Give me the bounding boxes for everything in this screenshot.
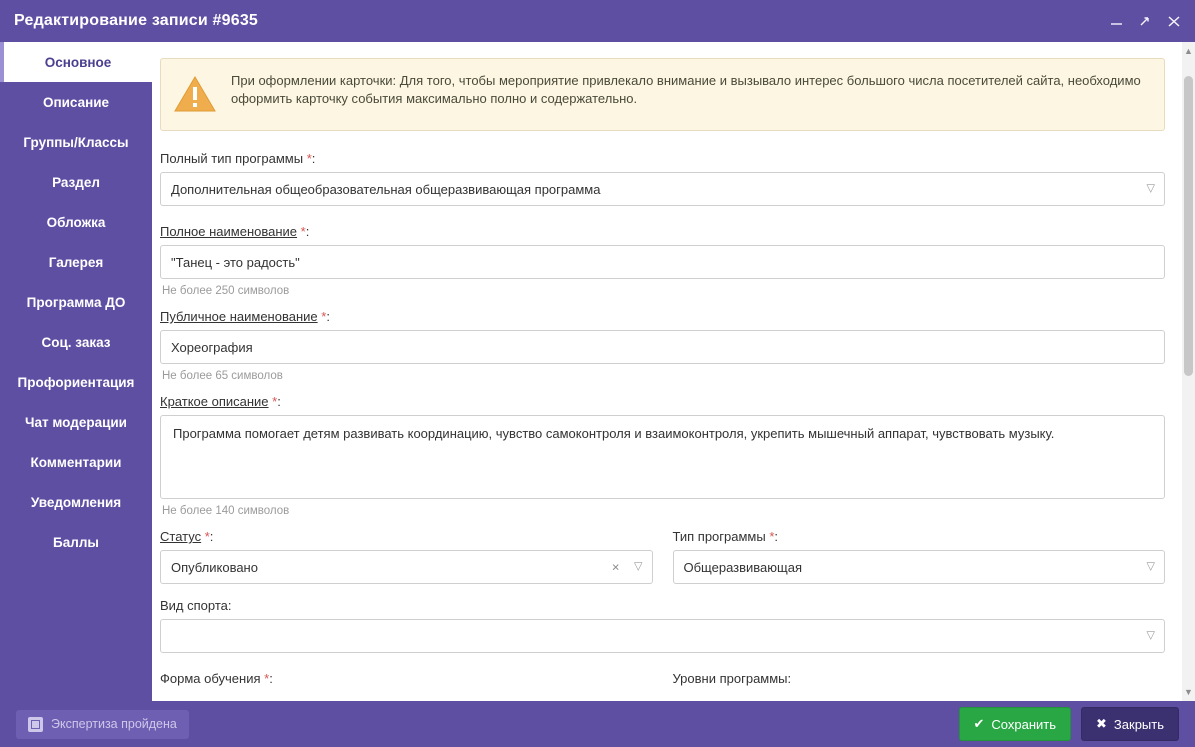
field-study-form bbox=[160, 671, 653, 692]
sidebar-item-label: Программа ДО bbox=[26, 294, 126, 310]
sidebar-item-label: Галерея bbox=[48, 254, 104, 270]
form-scroll-area bbox=[152, 42, 1195, 701]
label-text: Вид спорта bbox=[160, 598, 228, 613]
close-button[interactable] bbox=[1081, 707, 1179, 741]
required-star: * bbox=[769, 529, 775, 544]
required-star: * bbox=[264, 671, 270, 686]
scrollbar-thumb[interactable] bbox=[1184, 76, 1193, 376]
label-text: Тип программы bbox=[672, 529, 766, 544]
save-button[interactable] bbox=[959, 707, 1072, 741]
sidebar-item-label: Группы/Классы bbox=[23, 134, 129, 150]
spacer bbox=[160, 657, 1165, 671]
sidebar-item-razdel[interactable] bbox=[0, 162, 152, 202]
public-name-input[interactable] bbox=[160, 330, 1165, 364]
full-name-hint: Не более 250 символов bbox=[162, 285, 290, 297]
required-star: * bbox=[204, 529, 210, 544]
sidebar-item-oblozhka[interactable] bbox=[0, 202, 152, 242]
label-text: Статус bbox=[160, 529, 202, 544]
label-text: Форма обучения bbox=[160, 671, 261, 686]
sport-kind-select[interactable] bbox=[160, 619, 1165, 653]
sidebar-item-label: Профориентация bbox=[17, 374, 135, 390]
sidebar-item-galereya[interactable] bbox=[0, 242, 152, 282]
chevron-down-icon: ▽ bbox=[1146, 560, 1155, 573]
colon: : bbox=[311, 151, 316, 166]
field-full-name bbox=[160, 224, 1165, 297]
status-badge bbox=[16, 710, 189, 739]
program-type-value: Дополнительная общеобразовательная общеразвивающая программа bbox=[171, 181, 601, 197]
sidebar-item-programma-do[interactable] bbox=[0, 282, 152, 322]
vertical-scrollbar[interactable] bbox=[1182, 42, 1195, 701]
field-status bbox=[160, 529, 653, 584]
field-public-name bbox=[160, 309, 1165, 382]
spacer bbox=[160, 584, 1165, 598]
field-program-kind bbox=[673, 529, 1166, 584]
colon: : bbox=[787, 671, 792, 686]
colon: : bbox=[209, 529, 214, 544]
sidebar-item-label: Основное bbox=[44, 54, 112, 70]
field-label bbox=[160, 529, 653, 544]
check-icon: ✔ bbox=[973, 716, 985, 731]
colon: : bbox=[227, 598, 232, 613]
notice-text: При оформлении карточки: Для того, чтобы мероприятие привлекало внимание и вызывало интерес большого числа посетителей сайта, необходимо оформить карточку события максимально полно и содержательно. bbox=[231, 73, 1141, 106]
maximize-icon[interactable] bbox=[1138, 15, 1153, 28]
status-value: Опубликовано bbox=[171, 559, 258, 575]
sidebar-item-proforientaciya[interactable] bbox=[0, 362, 152, 402]
sidebar-item-label: Раздел bbox=[52, 174, 100, 190]
main-panel bbox=[152, 42, 1195, 701]
row-study-form-levels bbox=[160, 671, 1165, 692]
field-label bbox=[160, 309, 1165, 324]
x-icon: ✖ bbox=[1096, 716, 1107, 731]
sidebar-item-soc-zakaz[interactable] bbox=[0, 322, 152, 362]
warning-triangle-icon bbox=[173, 72, 217, 117]
window-titlebar bbox=[0, 0, 1195, 42]
full-name-input[interactable] bbox=[160, 245, 1165, 279]
field-label bbox=[673, 529, 1166, 544]
sidebar-item-opisanie[interactable] bbox=[0, 82, 152, 122]
document-check-icon bbox=[28, 717, 43, 732]
field-program-type bbox=[160, 151, 1165, 206]
window-body bbox=[0, 42, 1195, 701]
sidebar-item-label: Комментарии bbox=[30, 454, 122, 470]
label-text: Краткое описание bbox=[160, 394, 269, 409]
clear-icon[interactable]: × bbox=[611, 559, 620, 575]
sidebar-item-kommentarii[interactable] bbox=[0, 442, 152, 482]
sidebar-item-label: Чат модерации bbox=[25, 414, 127, 430]
field-sport-kind bbox=[160, 598, 1165, 653]
colon: : bbox=[774, 529, 779, 544]
full-name-value: "Танец - это радость" bbox=[171, 254, 300, 270]
public-name-hint: Не более 65 символов bbox=[162, 370, 283, 382]
spacer bbox=[160, 210, 1165, 224]
info-notice bbox=[160, 58, 1165, 131]
field-label bbox=[160, 394, 1165, 409]
sidebar-item-label: Описание bbox=[42, 94, 110, 110]
field-label bbox=[160, 151, 1165, 166]
minimize-icon[interactable] bbox=[1109, 15, 1124, 27]
sidebar-item-label: Обложка bbox=[46, 214, 106, 230]
field-short-description bbox=[160, 394, 1165, 517]
colon: : bbox=[326, 309, 330, 324]
status-badge-label: Экспертиза пройдена bbox=[51, 717, 177, 731]
field-levels bbox=[673, 671, 1166, 692]
scroll-down-icon[interactable]: ▼ bbox=[1184, 687, 1193, 697]
field-label bbox=[160, 224, 1165, 239]
required-star: * bbox=[300, 224, 306, 239]
sidebar-item-osnovnoe[interactable] bbox=[0, 42, 152, 82]
window-title: Редактирование записи #9635 bbox=[14, 12, 259, 29]
label-text: Полный тип программы bbox=[160, 151, 304, 166]
colon: : bbox=[277, 394, 281, 409]
sidebar-item-uvedomleniya[interactable] bbox=[0, 482, 152, 522]
chevron-down-icon: ▽ bbox=[1146, 182, 1155, 195]
sidebar-item-bally[interactable] bbox=[0, 522, 152, 562]
short-description-hint: Не более 140 символов bbox=[162, 505, 290, 517]
chevron-down-icon: ▽ bbox=[634, 560, 643, 573]
short-description-textarea[interactable]: Программа помогает детям развивать координацию, чувство самоконтроля и взаимоконтроля, укрепить мышечный аппарат, чувствовать музыку. bbox=[160, 415, 1165, 499]
colon: : bbox=[305, 224, 310, 239]
required-star: * bbox=[306, 151, 312, 166]
scroll-up-icon[interactable]: ▲ bbox=[1184, 46, 1193, 56]
close-icon[interactable] bbox=[1167, 15, 1181, 28]
row-status-type bbox=[160, 529, 1165, 584]
program-kind-value: Общеразвивающая bbox=[683, 559, 802, 575]
save-button-label: Сохранить bbox=[991, 716, 1057, 732]
field-label bbox=[673, 671, 1166, 686]
field-label bbox=[160, 671, 653, 686]
sidebar-item-gruppy-klassy[interactable] bbox=[0, 122, 152, 162]
sidebar-item-label: Соц. заказ bbox=[41, 334, 111, 350]
program-kind-select[interactable] bbox=[673, 550, 1166, 584]
close-button-label: Закрыть bbox=[1113, 716, 1164, 732]
program-type-select[interactable] bbox=[160, 172, 1165, 206]
required-star: * bbox=[321, 309, 327, 324]
sidebar bbox=[0, 42, 152, 701]
window-footer bbox=[0, 701, 1195, 747]
field-label bbox=[160, 598, 1165, 613]
chevron-down-icon: ▽ bbox=[1146, 629, 1155, 642]
label-text: Уровни программы bbox=[672, 671, 788, 686]
public-name-value: Хореография bbox=[171, 339, 253, 355]
status-select[interactable] bbox=[160, 550, 653, 584]
sidebar-item-label: Баллы bbox=[53, 534, 99, 550]
label-text: Публичное наименование bbox=[160, 309, 318, 324]
sidebar-item-chat-moderacii[interactable] bbox=[0, 402, 152, 442]
required-star: * bbox=[272, 394, 278, 409]
label-text: Полное наименование bbox=[160, 224, 298, 239]
sidebar-item-label: Уведомления bbox=[30, 494, 122, 510]
colon: : bbox=[269, 671, 273, 686]
